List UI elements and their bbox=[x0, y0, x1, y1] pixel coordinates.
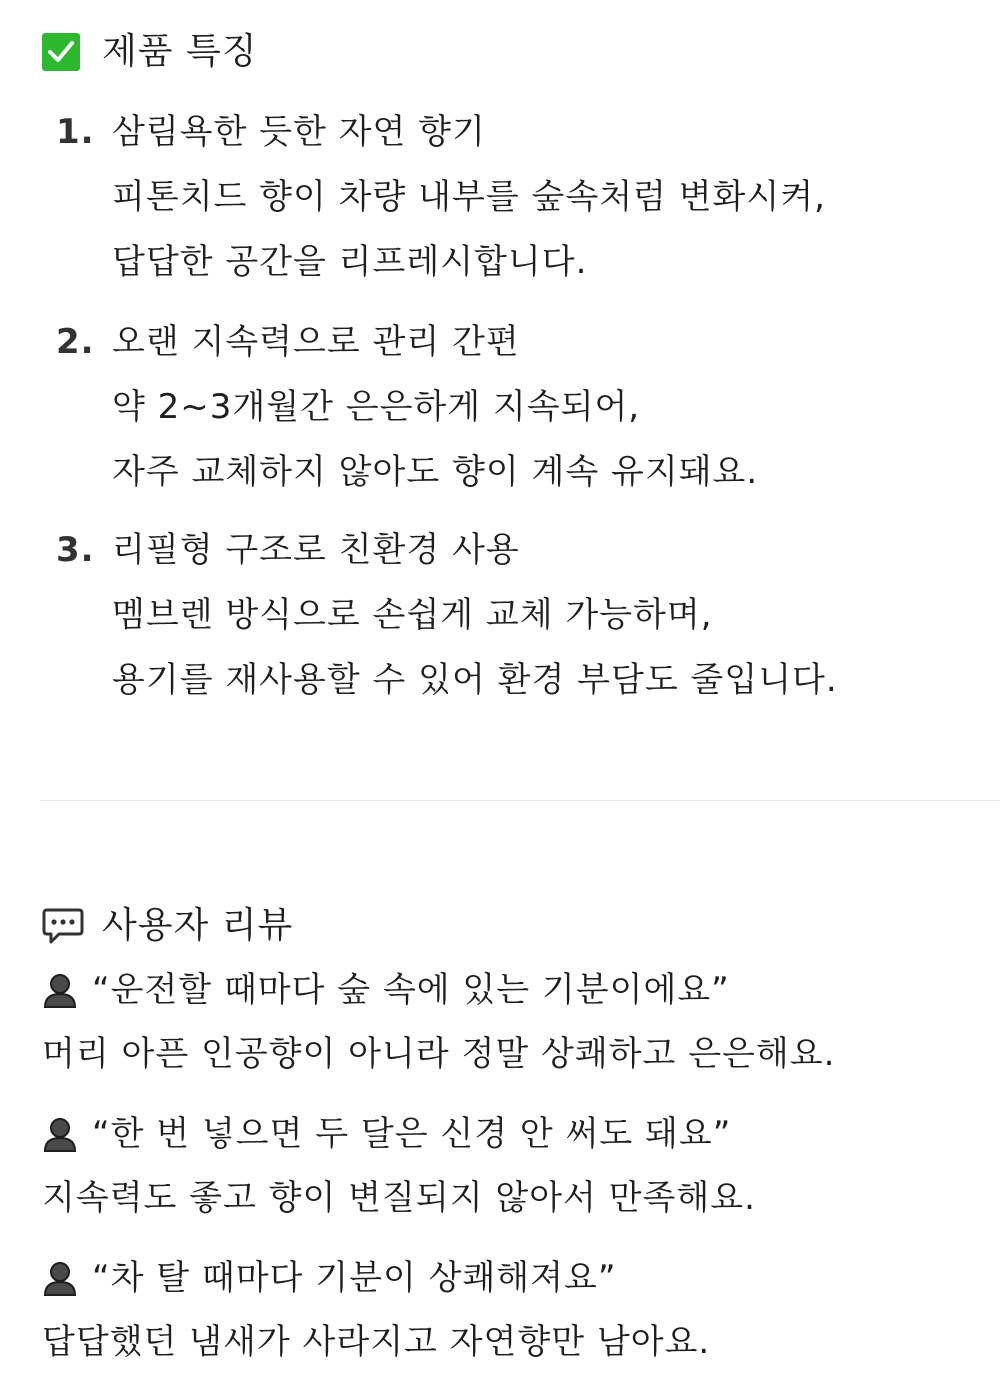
check-mark-button-icon bbox=[42, 33, 80, 71]
feature-item-1 bbox=[56, 100, 976, 295]
review-item bbox=[42, 1102, 992, 1230]
review-quote: “운전할 때마다 숲 속에 있는 기분이에요” bbox=[92, 970, 730, 1010]
review-body: 답답했던 냄새가 사라지고 자연향만 남아요. bbox=[42, 1322, 711, 1362]
review-quote: “한 번 넣으면 두 달은 신경 안 써도 돼요” bbox=[92, 1114, 732, 1154]
section-divider bbox=[40, 800, 1000, 801]
feature-number: 2. bbox=[56, 322, 95, 362]
features-heading bbox=[42, 32, 258, 72]
review-body: 머리 아픈 인공향이 아니라 정말 상쾌하고 은은해요. bbox=[42, 1034, 836, 1074]
feature-number: 1. bbox=[56, 112, 95, 152]
features-heading-text: 제품 특징 bbox=[102, 31, 258, 72]
feature-number: 3. bbox=[56, 530, 95, 570]
person-silhouette-icon bbox=[42, 1116, 78, 1152]
feature-desc-line: 용기를 재사용할 수 있어 환경 부담도 줄입니다. bbox=[112, 660, 838, 700]
feature-desc-line: 답답한 공간을 리프레시합니다. bbox=[112, 242, 588, 282]
person-silhouette-icon bbox=[42, 1260, 78, 1296]
feature-item-3 bbox=[56, 518, 976, 713]
review-item bbox=[42, 958, 992, 1086]
feature-title: 삼림욕한 듯한 자연 향기 bbox=[112, 112, 486, 152]
feature-title: 리필형 구조로 친환경 사용 bbox=[112, 530, 520, 570]
reviews-heading bbox=[42, 906, 293, 946]
person-silhouette-icon bbox=[42, 972, 78, 1008]
feature-desc-line: 멤브렌 방식으로 손쉽게 교체 가능하며, bbox=[112, 595, 713, 635]
review-quote: “차 탈 때마다 기분이 상쾌해져요” bbox=[92, 1258, 617, 1298]
feature-title: 오랜 지속력으로 관리 간편 bbox=[112, 322, 520, 362]
review-body: 지속력도 좋고 향이 변질되지 않아서 만족해요. bbox=[42, 1178, 756, 1218]
feature-desc-line: 약 2~3개월간 은은하게 지속되어, bbox=[112, 387, 641, 427]
speech-balloon-icon bbox=[42, 906, 84, 946]
feature-desc-line: 피톤치드 향이 차량 내부를 숲속처럼 변화시켜, bbox=[112, 177, 826, 217]
reviews-heading-text: 사용자 리뷰 bbox=[102, 905, 294, 946]
feature-item-2 bbox=[56, 310, 976, 505]
feature-desc-line: 자주 교체하지 않아도 향이 계속 유지돼요. bbox=[112, 452, 759, 492]
review-item bbox=[42, 1246, 992, 1374]
